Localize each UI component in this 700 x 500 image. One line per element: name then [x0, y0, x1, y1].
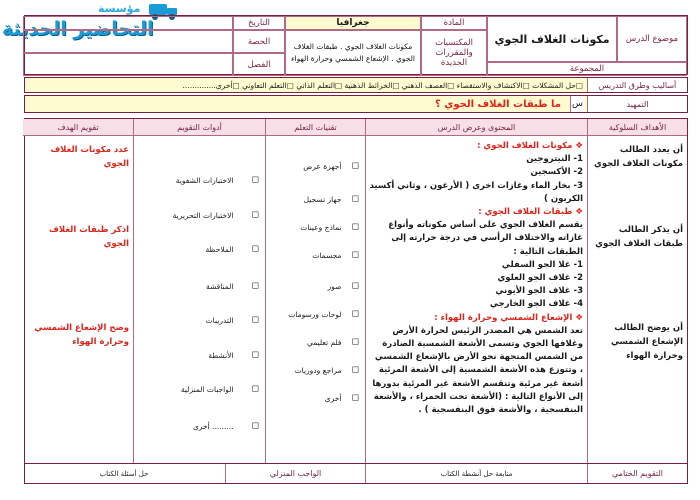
- tech-checkbox[interactable]: ◻: [351, 365, 359, 375]
- tools-option[interactable]: ◻ الملاحظة: [205, 244, 259, 254]
- tech-option[interactable]: ◻ جهاز تسجيل: [303, 194, 359, 204]
- tools-checkbox[interactable]: ◻: [251, 350, 259, 360]
- eval-item-3: وضح الإشعاع الشمسي وحرارة الهواء: [34, 323, 129, 347]
- objectives-header: الأهداف السلوكية: [588, 119, 687, 136]
- eval-item-2: اذكر طبقات الغلاف الجوي: [49, 225, 129, 249]
- group-label: المجموعة: [487, 62, 687, 76]
- objectives-column: [587, 119, 687, 463]
- tools-checkbox[interactable]: ◻: [251, 281, 259, 291]
- tools-header: أدوات التقويم: [134, 119, 265, 136]
- tools-option[interactable]: ◻ الاختبارات الشفوية: [175, 175, 259, 185]
- logo-top-text: مؤسسة: [98, 2, 141, 15]
- tech-checkbox[interactable]: ◻: [351, 222, 359, 232]
- content-item: 1- النيتروجين: [526, 154, 583, 165]
- tech-option[interactable]: ◻ أجهزة عرض: [303, 161, 359, 171]
- tech-checkbox[interactable]: ◻: [351, 250, 359, 260]
- tech-option[interactable]: ◻ صور: [327, 281, 359, 291]
- content-item: 1- غلا الجو السفلي: [501, 259, 583, 270]
- tech-checkbox[interactable]: ◻: [351, 393, 359, 403]
- intro-prefix: س: [570, 96, 584, 112]
- eval-header: تقويم الهدف: [23, 119, 133, 136]
- lesson-footer: [24, 464, 688, 484]
- intro-question: ما طبقات الغلاف الجوي ؟: [434, 98, 561, 110]
- content-item: 3- غلاف الجو الأيوني: [495, 286, 583, 297]
- final-eval-value: متابعة حل أنشطة الكتاب: [365, 464, 587, 483]
- tools-option[interactable]: ◻ الواجبات المنزلية: [180, 384, 259, 394]
- date-value[interactable]: [23, 16, 233, 30]
- eval-column: [23, 119, 133, 463]
- tech-checkbox[interactable]: ◻: [351, 309, 359, 319]
- objective-3: أن يوضح الطالب الإشعاع الشمسي وحرارة الهواء: [610, 323, 683, 361]
- subject-label: المادة: [421, 16, 487, 30]
- content-header: المحتوى وعرض الدرس: [366, 119, 587, 136]
- tools-option[interactable]: ◻ الاختبارات التحريرية: [172, 210, 259, 220]
- tools-checkbox[interactable]: ◻: [251, 421, 259, 431]
- tools-option[interactable]: ◻ التدريبات: [205, 315, 259, 325]
- skills-value: مكونات الغلاف الجوي . طبقات الغلاف الجوي . الإشعاع الشمسي وحرارة الهواء: [285, 30, 421, 76]
- tech-checkbox[interactable]: ◻: [351, 194, 359, 204]
- homework-value: حل أسئلة الكتاب: [99, 469, 149, 478]
- content-body: [369, 140, 583, 417]
- tools-checkbox[interactable]: ◻: [251, 210, 259, 220]
- objective-1: أن يعدد الطالب مكونات الغلاف الجوي: [594, 145, 683, 169]
- skills-label: المكتسبات والمقررات الجديدة: [421, 30, 487, 76]
- date-label: التاريخ: [233, 16, 285, 30]
- content-item: 4- غلاف الجو الخارجي: [489, 299, 583, 310]
- logo-main-text: التحاضير الحديثة: [2, 18, 154, 40]
- period-value[interactable]: [23, 30, 233, 53]
- tools-checkbox[interactable]: ◻: [251, 384, 259, 394]
- tools-column: [133, 119, 265, 463]
- eval-item-1: عدد مكونات الغلاف الجوي: [50, 145, 129, 169]
- final-eval-label: التقويم الختامي: [587, 464, 687, 483]
- lesson-topic: مكونات الغلاف الجوي: [487, 16, 617, 62]
- intro-row: [24, 95, 688, 113]
- tools-option[interactable]: ◻ الأنشطة: [208, 350, 259, 360]
- tech-option[interactable]: ◻ مجسمات: [312, 250, 359, 260]
- tools-checkbox[interactable]: ◻: [251, 175, 259, 185]
- class-label: الفصل: [233, 53, 285, 76]
- tech-header: تقنيات التعلم: [266, 119, 365, 136]
- content-item: 3- بخار الماء وغازات اخرى ( الأرغون ، وثاني أكسيد الكربون ): [369, 180, 583, 204]
- content-paragraph: يقسم الغلاف الجوي على أساس مكوناته وأنواع غازاته والاختلاف الرأسي في درجة حرارته إلى الطبقات التالية :: [388, 220, 583, 257]
- objective-2: أن يذكر الطالب طبقات الغلاف الجوي: [595, 225, 683, 249]
- content-column: [365, 119, 587, 463]
- tech-option[interactable]: ◻ نماذج وعينات: [300, 222, 359, 232]
- tech-checkbox[interactable]: ◻: [351, 161, 359, 171]
- teaching-methods-label: أساليب وطرق التدريس: [587, 78, 687, 92]
- homework-label: الواجب المنزلي: [225, 464, 365, 483]
- lesson-header: [24, 15, 688, 75]
- tech-option[interactable]: ◻ أخرى: [324, 393, 359, 403]
- lesson-main-table: [24, 118, 688, 464]
- content-heading-layers: ❖ طبقات الغلاف الجوي :: [478, 207, 583, 218]
- content-heading-radiation: ❖ الإشعاع الشمسي وحرارة الهواء :: [434, 312, 583, 323]
- intro-label: التمهيد: [587, 96, 687, 112]
- lesson-topic-label: موضوع الدرس: [617, 16, 687, 62]
- tech-checkbox[interactable]: ◻: [351, 337, 359, 347]
- content-item: 2- الأكسجين: [530, 167, 583, 178]
- period-label: الحصة: [233, 30, 285, 53]
- tech-option[interactable]: ◻ مراجع ودوريات: [294, 365, 359, 375]
- tools-option[interactable]: ◻ المناقشة: [205, 281, 259, 291]
- tools-option[interactable]: ◻ أخرى .........: [192, 421, 259, 431]
- content-item: 2- غلاف الجو العلوي: [497, 273, 583, 284]
- tools-checkbox[interactable]: ◻: [251, 315, 259, 325]
- tech-column: [265, 119, 365, 463]
- teaching-methods-row: [24, 77, 688, 93]
- class-value[interactable]: [23, 53, 233, 76]
- content-paragraph: تعد الشمس هي المصدر الرئيس لحرارة الأرض وغلافها الجوي وتسمى الأشعة الشمسية الصادرة من الشمس المتجهة نحو الأرض بالإشعاع الشمسي ، وتتوزع هذه الأشعة الشمسية إلى الأشعة المرئية أشعة غير مرئية وتنقسم الأشعة غير المرئية بدورها إلى الأنواع التالية : (الأشعة تحت الحمراء ، والأشعة البنفسجية ، والأشعة فوق البنفسجية ) .: [372, 325, 583, 416]
- tech-option[interactable]: ◻ فلم تعليمي: [307, 337, 359, 347]
- tech-option[interactable]: ◻ لوحات ورسومات: [288, 309, 359, 319]
- tech-checkbox[interactable]: ◻: [351, 281, 359, 291]
- content-heading-components: ❖ مكونات الغلاف الجوي :: [477, 141, 583, 151]
- subject-value: جغرافيا: [285, 16, 421, 30]
- teaching-methods-text: □حل المشكلات □الاكتشاف والاستقصاء □العصف الذهني □الخرائط الذهنية □التعلم الذاتي □التعلم التعاوني □أخرى..............: [182, 80, 583, 90]
- tools-checkbox[interactable]: ◻: [251, 244, 259, 254]
